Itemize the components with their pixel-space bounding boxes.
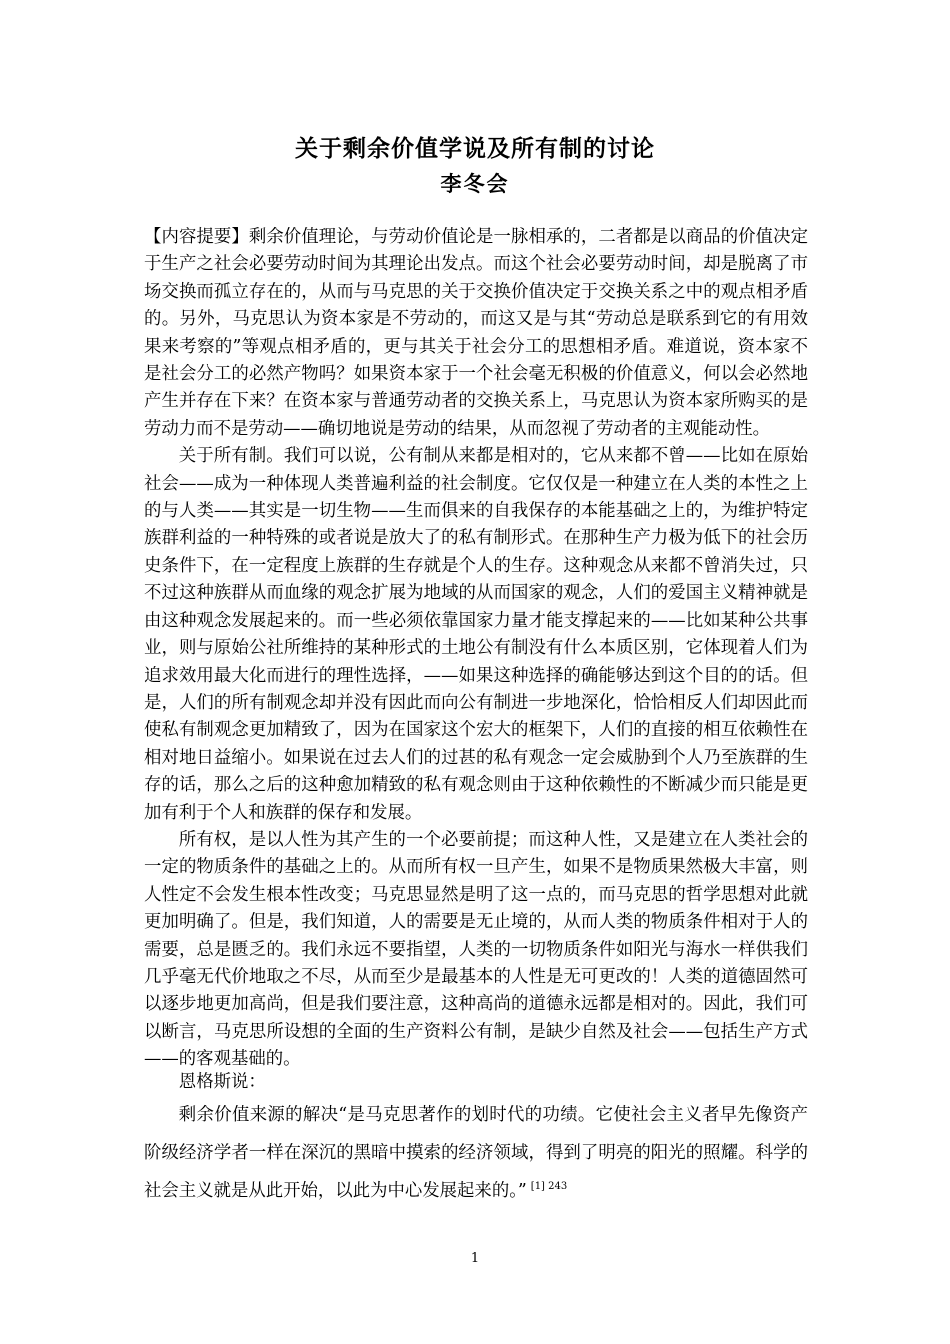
page-number: 1 [470, 1251, 480, 1266]
quote-text: 剩余价值来源的解决“是马克思著作的划时代的功绩。它使社会主义者早先像资产阶级经济学者一样在深沉的黑暗中摸索的经济领域，得到了明亮的阳光的照耀。科学的社会主义就是从此开始，以此为中心发展起来的。” [144, 1105, 808, 1201]
ownership-paragraph: 关于所有制。我们可以说，公有制从来都是相对的，它从来都不曾——比如在原始社会——成为一种体现人类普遍利益的社会制度。它仅仅是一种建立在人类的本性之上的与人类——其实是一切生物——生而俱来的自我保存的本能基础之上的，为维护特定族群利益的一种特殊的或者说是放大了的私有制形式。在那种生产力极为低下的社会历史条件下，在一定程度上族群的生存就是个人的生存。这种观念从来都不曾消失过，只不过这种族群从而血缘的观念扩展为地域的从而国家的观念，人们的爱国主义精神就是由这种观念发展起来的。而一些必须依靠国家力量才能支撑起来的——比如某种公共事业，则与原始公社所维持的某种形式的土地公有制没有什么本质区别，它体现着人们为追求效用最大化而进行的理性选择，——如果这种选择的确能够达到这个目的的话。但是，人们的所有制观念却并没有因此而向公有制进一步地深化，恰恰相反人们却因此而使私有制观念更加精致了，因为在国家这个宏大的框架下，人们的直接的相互依赖性在相对地日益缩小。如果说在过去人们的过甚的私有观念一定会威胁到个人乃至族群的生存的话，那么之后的这种愈加精致的私有观念则由于这种依赖性的不断减少而只能是更加有利于个人和族群的保存和发展。 [144, 446, 808, 823]
quote-intro: 恩格斯说： [178, 1072, 266, 1092]
abstract-label: 【内容提要】 [144, 227, 249, 247]
engels-quote [144, 1096, 808, 1210]
engels-quote-block [144, 1069, 808, 1210]
document-author: 李冬会 [440, 171, 510, 196]
abstract-paragraph [144, 224, 808, 443]
document-title: 关于剩余价值学说及所有制的讨论 [295, 135, 655, 162]
document-body [144, 224, 808, 1074]
quote-citation: [1] 243 [530, 1181, 568, 1193]
abstract-text: 剩余价值理论，与劳动价值论是一脉相承的，二者都是以商品的价值决定于生产之社会必要劳动时间为其理论出发点。而这个社会必要劳动时间，却是脱离了市场交换而孤立存在的，从而与马克思的关于交换价值决定于交换关系之中的观点相矛盾的。另外，马克思认为资本家是不劳动的，而这又是与其“劳动总是联系到它的有用效果来考察的”等观点相矛盾的，更与其关于社会分工的思想相矛盾。难道说，资本家不是社会分工的必然产物吗？如果资本家于一个社会毫无积极的价值意义，何以会必然地产生并存在下来？在资本家与普通劳动者的交换关系上，马克思认为资本家所购买的是劳动力而不是劳动——确切地说是劳动的结果，从而忽视了劳动者的主观能动性。 [144, 227, 808, 439]
property-rights-paragraph: 所有权，是以人性为其产生的一个必要前提；而这种人性，又是建立在人类社会的一定的物质条件的基础之上的。从而所有权一旦产生，如果不是物质果然极大丰富，则人性定不会发生根本性改变；马克思显然是明了这一点的，而马克思的哲学思想对此就更加明确了。但是，我们知道，人的需要是无止境的，从而人类的物质条件相对于人的需要，总是匮乏的。我们永远不要指望，人类的一切物质条件如阳光与海水一样供我们几乎毫无代价地取之不尽，从而至少是最基本的人性是无可更改的！人类的道德固然可以逐步地更加高尚，但是我们要注意，这种高尚的道德永远都是相对的。因此，我们可以断言，马克思所设想的全面的生产资料公有制，是缺少自然及社会——包括生产方式——的客观基础的。 [144, 829, 808, 1070]
